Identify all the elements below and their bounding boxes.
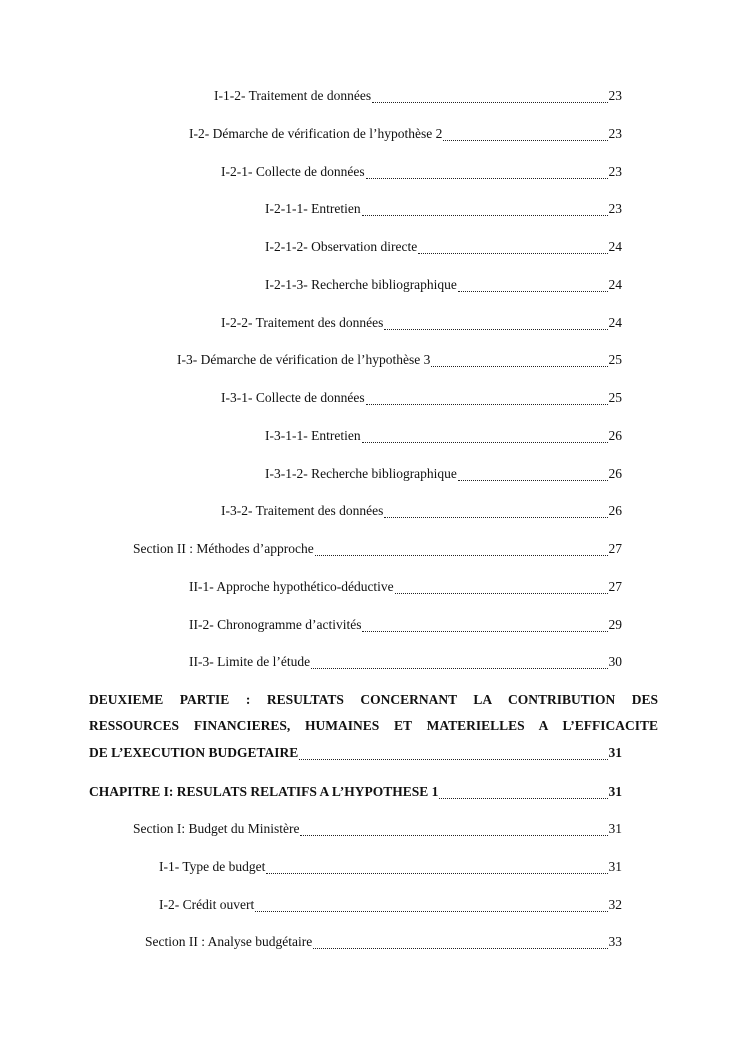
part-two-heading-line3: [89, 744, 622, 762]
toc-entry-page: 32: [608, 897, 622, 912]
toc-entry-label: II-1- Approche hypothético-déductive: [189, 579, 394, 594]
toc-entry-page: 25: [608, 352, 622, 367]
toc-entry-page: 24: [608, 239, 622, 254]
toc-leader-dots: [372, 102, 607, 103]
toc-leader-dots: [313, 948, 607, 949]
toc-entry-page: 23: [608, 126, 622, 141]
toc-entry-label: II-2- Chronogramme d’activités: [189, 617, 362, 632]
toc-entry-label: I-1-2- Traitement de données: [214, 88, 372, 103]
toc-entry: [265, 238, 622, 256]
toc-entry-label: I-3-1-1- Entretien: [265, 428, 361, 443]
toc-entry: [145, 933, 622, 951]
toc-leader-dots: [458, 291, 608, 292]
toc-leader-dots: [384, 517, 607, 518]
toc-entry: [221, 502, 622, 520]
toc-entry: [133, 540, 622, 558]
toc-entry: [265, 465, 622, 483]
toc-entry-page: 30: [608, 654, 622, 669]
toc-leader-dots: [458, 480, 608, 481]
toc-entry-label: I-2-1-1- Entretien: [265, 201, 361, 216]
toc-entry: [189, 125, 622, 143]
toc-entry-page: 23: [608, 164, 622, 179]
toc-entry-page: 25: [608, 390, 622, 405]
toc-entry-page: 24: [608, 315, 622, 330]
chapter-page: 31: [608, 784, 622, 799]
toc-entry-label: I-2- Démarche de vérification de l’hypothèse 2: [189, 126, 443, 141]
toc-leader-dots: [315, 555, 608, 556]
toc-entry-page: 29: [608, 617, 622, 632]
toc-entry: [221, 389, 622, 407]
chapter-entry: [89, 783, 622, 801]
toc-entry-label: I-3-2- Traitement des données: [221, 503, 384, 518]
toc-entry: [221, 314, 622, 332]
part-two-heading-line1: DEUXIEME PARTIE : RESULTATS CONCERNANT LA CONTRIBUTION DES: [89, 692, 658, 707]
toc-leader-dots: [311, 668, 607, 669]
toc-leader-dots: [395, 593, 608, 594]
toc-leader-dots: [418, 253, 607, 254]
toc-leader-dots: [255, 911, 607, 912]
toc-entry: [159, 896, 622, 914]
toc-leader-dots: [384, 329, 607, 330]
toc-entry: [214, 87, 622, 105]
toc-leader-dots: [300, 835, 607, 836]
toc-entry: [265, 200, 622, 218]
toc-entry: [265, 276, 622, 294]
toc-entry-label: I-3-1-2- Recherche bibliographique: [265, 466, 457, 481]
toc-entry-page: 26: [608, 428, 622, 443]
toc-leader-dots: [362, 631, 607, 632]
toc-entry-page: 27: [608, 579, 622, 594]
toc-entry-page: 26: [608, 466, 622, 481]
part-two-page: 31: [608, 745, 622, 760]
toc-entry-label: I-2-1-2- Observation directe: [265, 239, 418, 254]
toc-entry-label: I-3-1- Collecte de données: [221, 390, 365, 405]
toc-leader-dots: [443, 140, 607, 141]
toc-entry: [159, 858, 622, 876]
chapter-label: CHAPITRE I: RESULATS RELATIFS A L’HYPOTHESE 1: [89, 784, 439, 799]
toc-entry-label: I-1- Type de budget: [159, 859, 266, 874]
toc-entry-label: I-2- Crédit ouvert: [159, 897, 255, 912]
toc-entry-page: 23: [608, 201, 622, 216]
toc-entry-page: 26: [608, 503, 622, 518]
toc-entry-label: I-2-2- Traitement des données: [221, 315, 384, 330]
toc-leader-dots: [266, 873, 607, 874]
toc-entry-label: I-2-1- Collecte de données: [221, 164, 365, 179]
toc-entry-label: Section I: Budget du Ministère: [133, 821, 300, 836]
toc-entry-label: II-3- Limite de l’étude: [189, 654, 311, 669]
toc-leader-dots: [431, 366, 607, 367]
toc-entry-page: 31: [608, 821, 622, 836]
toc-entry: [189, 616, 622, 634]
toc-entry-label: Section II : Méthodes d’approche: [133, 541, 314, 556]
toc-entry: [189, 578, 622, 596]
toc-leader-dots: [439, 798, 607, 799]
toc-entry-page: 23: [608, 88, 622, 103]
toc-entry-label: I-2-1-3- Recherche bibliographique: [265, 277, 457, 292]
toc-entry: [133, 820, 622, 838]
toc-entry-page: 31: [608, 859, 622, 874]
toc-entry-label: I-3- Démarche de vérification de l’hypothèse 3: [177, 352, 431, 367]
toc-entry: [189, 653, 622, 671]
toc-entry: [177, 351, 622, 369]
toc-leader-dots: [366, 404, 608, 405]
toc-leader-dots: [362, 442, 608, 443]
toc-entry: [265, 427, 622, 445]
part-two-heading-line2: RESSOURCES FINANCIERES, HUMAINES ET MATERIELLES A L’EFFICACITE: [89, 718, 658, 733]
toc-leader-dots: [362, 215, 608, 216]
toc-entry-page: 27: [608, 541, 622, 556]
toc-leader-dots: [299, 759, 607, 760]
toc-entry-page: 33: [608, 934, 622, 949]
toc-leader-dots: [366, 178, 608, 179]
toc-entry-label: Section II : Analyse budgétaire: [145, 934, 313, 949]
toc-entry-page: 24: [608, 277, 622, 292]
part-two-heading-text: DE L’EXECUTION BUDGETAIRE: [89, 745, 299, 760]
toc-entry: [221, 163, 622, 181]
